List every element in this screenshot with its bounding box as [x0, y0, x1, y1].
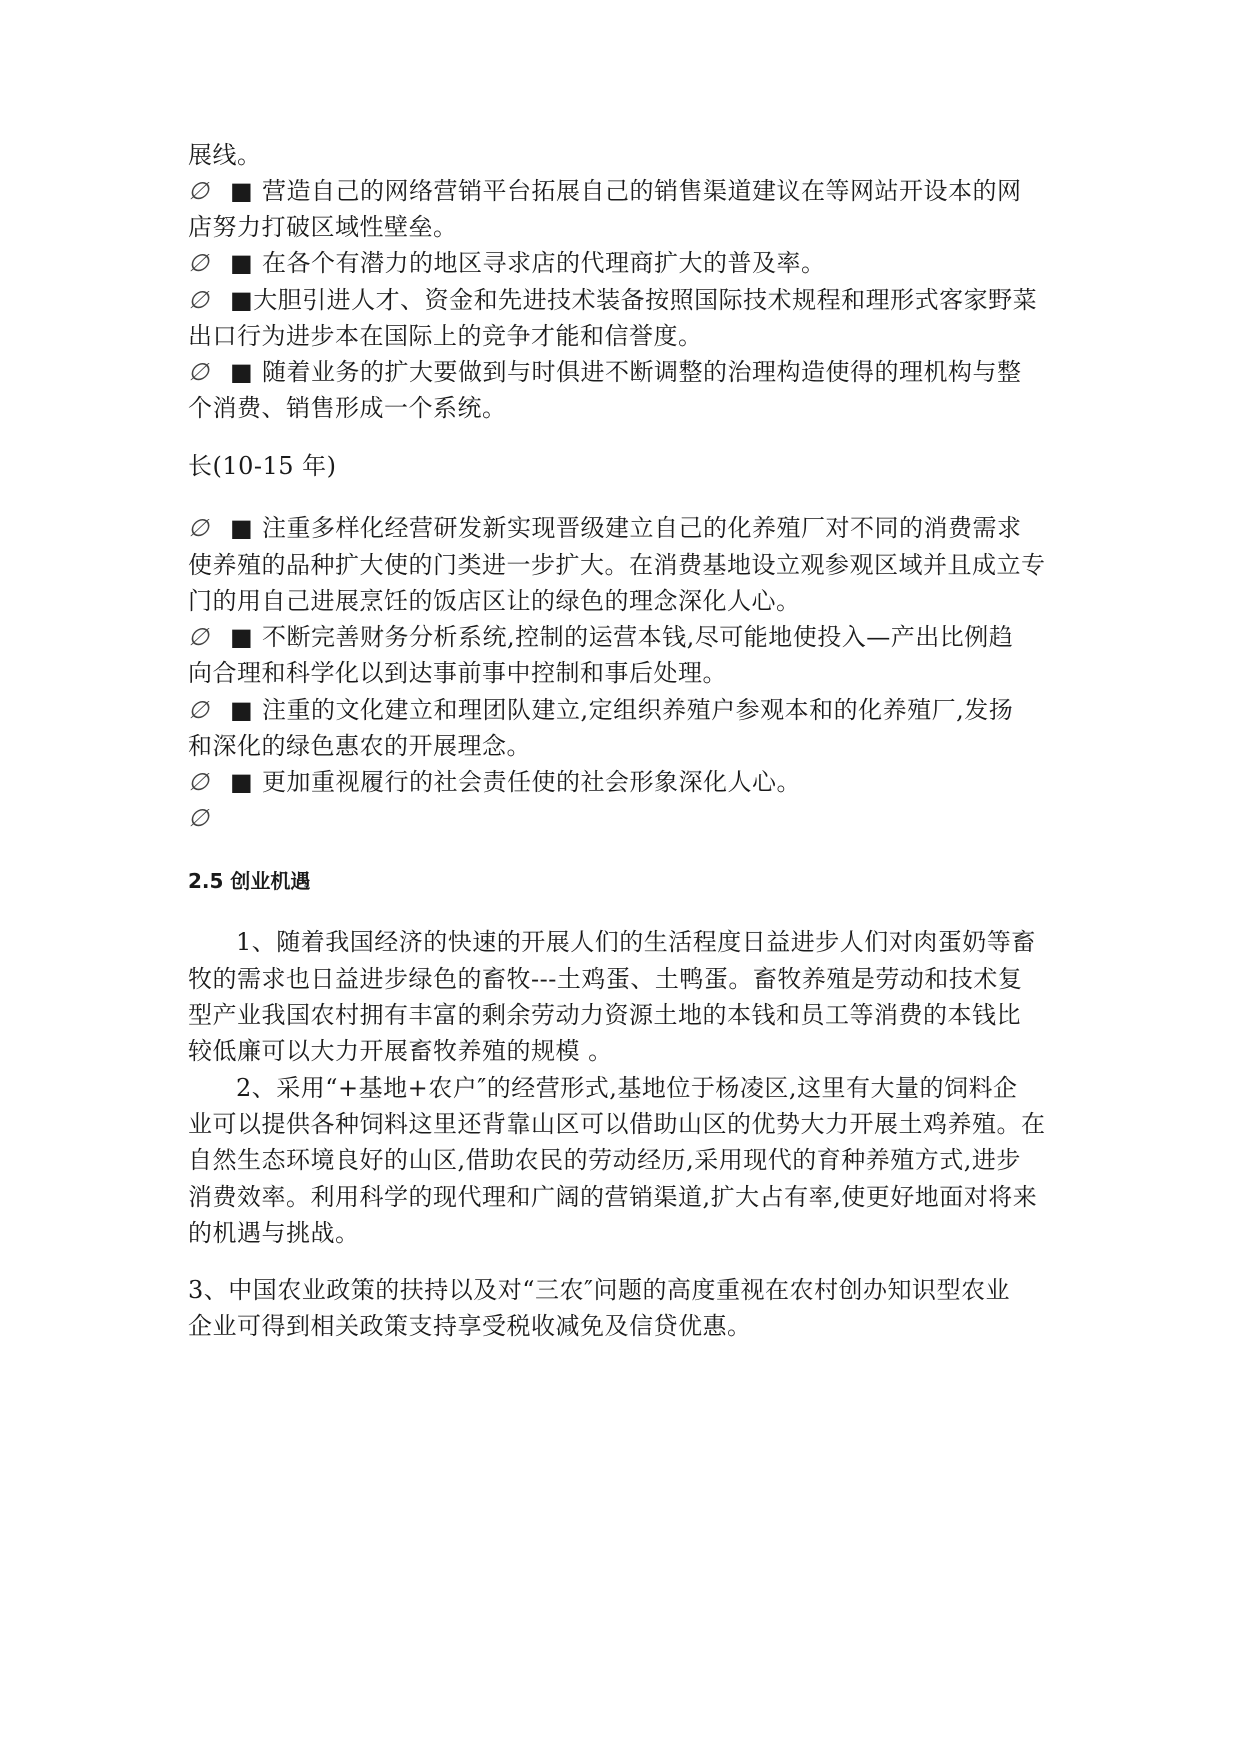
text-span: 使养殖的品种扩大使的门类进一步扩大。在消费基地设立观参观区域并且成立专	[188, 551, 1046, 579]
empty-set-icon: ∅	[188, 358, 210, 386]
paragraph-line	[188, 1215, 1058, 1251]
empty-set-icon: ∅	[188, 286, 210, 314]
square-bullet-icon: ■	[230, 768, 254, 796]
text-span: 消费效率。利用科学的现代理和广阔的营销渠道,扩大占有率,使更好地面对将来	[188, 1183, 1038, 1211]
text-span: 业可以提供各种饲料这里还背靠山区可以借助山区的优势大力开展土鸡养殖。在	[188, 1110, 1046, 1138]
paragraph-line	[188, 1308, 1058, 1344]
square-bullet-icon: ■	[230, 286, 254, 314]
text-span: 向合理和科学化以到达事前事中控制和事后处理。	[188, 659, 727, 687]
bullet-line	[188, 282, 1058, 318]
text-span: 长(10-15 年)	[188, 452, 337, 480]
section-heading: 2.5 创业机遇	[188, 869, 311, 893]
bullet-line	[188, 245, 1058, 281]
bullet-line	[188, 173, 1058, 209]
text-span: 门的用自己进展烹饪的饭店区让的绿色的理念深化人心。	[188, 587, 801, 615]
text-line	[188, 137, 1058, 173]
text-span: 更加重视履行的社会责任使的社会形象深化人心。	[262, 768, 801, 796]
section-label	[188, 448, 1058, 484]
square-bullet-icon: ■	[230, 358, 254, 386]
text-span: 企业可得到相关政策支持享受税收减免及信贷优惠。	[188, 1312, 752, 1340]
paragraph-line	[188, 1106, 1058, 1142]
text-line	[188, 390, 1058, 426]
text-line	[188, 728, 1058, 764]
text-span: 展线。	[188, 141, 262, 169]
text-line	[188, 583, 1058, 619]
square-bullet-icon: ■	[230, 696, 254, 724]
empty-set-icon: ∅	[188, 249, 210, 277]
text-span: 注重的文化建立和理团队建立,定组织养殖户参观本和的化养殖厂,发扬	[262, 696, 1014, 724]
text-span: 店努力打破区域性壁垒。	[188, 213, 458, 241]
empty-set-icon: ∅	[188, 623, 210, 651]
empty-set-icon: ∅	[188, 177, 210, 205]
text-span: 型产业我国农村拥有丰富的剩余劳动力资源土地的本钱和员工等消费的本钱比	[188, 1001, 1021, 1029]
paragraph-line	[236, 924, 1058, 960]
bullet-line	[188, 619, 1058, 655]
text-line	[188, 318, 1058, 354]
bullet-line	[188, 354, 1058, 390]
text-span: 随着业务的扩大要做到与时俱进不断调整的治理构造使得的理机构与整	[262, 358, 1022, 386]
text-span: 1、随着我国经济的快速的开展人们的生活程度日益进步人们对肉蛋奶等畜	[236, 928, 1036, 956]
text-span: 在各个有潜力的地区寻求店的代理商扩大的普及率。	[262, 249, 826, 277]
bullet-line	[188, 800, 1058, 836]
text-span: 牧的需求也日益进步绿色的畜牧---土鸡蛋、土鸭蛋。畜牧养殖是劳动和技术复	[188, 965, 1023, 993]
square-bullet-icon: ■	[230, 249, 254, 277]
text-line	[188, 209, 1058, 245]
text-span: 自然生态环境良好的山区,借助农民的劳动经历,采用现代的育种养殖方式,进步	[188, 1146, 1021, 1174]
text-span: 营造自己的网络营销平台拓展自己的销售渠道建议在等网站开设本的网	[262, 177, 1022, 205]
bullet-line	[188, 692, 1058, 728]
bullet-line	[188, 764, 1058, 800]
square-bullet-icon: ■	[230, 177, 254, 205]
paragraph-line	[188, 997, 1058, 1033]
empty-set-icon: ∅	[188, 804, 210, 832]
text-span: 注重多样化经营研发新实现晋级建立自己的化养殖厂对不同的消费需求	[262, 514, 1022, 542]
paragraph-line	[188, 1179, 1058, 1215]
text-span: 和深化的绿色惠农的开展理念。	[188, 732, 531, 760]
paragraph-line	[188, 961, 1058, 997]
paragraph-line	[188, 1033, 1058, 1069]
empty-set-icon: ∅	[188, 696, 210, 724]
empty-set-icon: ∅	[188, 768, 210, 796]
text-line	[188, 547, 1058, 583]
text-span: 的机遇与挑战。	[188, 1219, 360, 1247]
text-span: 大胆引进人才、资金和先进技术装备按照国际技术规程和理形式客家野菜	[253, 286, 1038, 314]
square-bullet-icon: ■	[230, 514, 254, 542]
paragraph-line	[236, 1070, 1058, 1106]
bullet-line	[188, 510, 1058, 546]
text-line	[188, 655, 1058, 691]
paragraph-line	[188, 1272, 1058, 1308]
empty-set-icon: ∅	[188, 514, 210, 542]
text-span: 不断完善财务分析系统,控制的运营本钱,尽可能地使投入—产出比例趋	[262, 623, 1014, 651]
paragraph-line	[188, 1142, 1058, 1178]
text-span: 较低廉可以大力开展畜牧养殖的规模 。	[188, 1037, 613, 1065]
text-span: 出口行为进步本在国际上的竞争才能和信誉度。	[188, 322, 703, 350]
text-span: 2、采用“+基地+农户″的经营形式,基地位于杨凌区,这里有大量的饲料企	[236, 1074, 1018, 1102]
square-bullet-icon: ■	[230, 623, 254, 651]
text-span: 3、中国农业政策的扶持以及对“三农″问题的高度重视在农村创办知识型农业	[188, 1276, 1011, 1304]
text-span: 个消费、销售形成一个系统。	[188, 394, 507, 422]
